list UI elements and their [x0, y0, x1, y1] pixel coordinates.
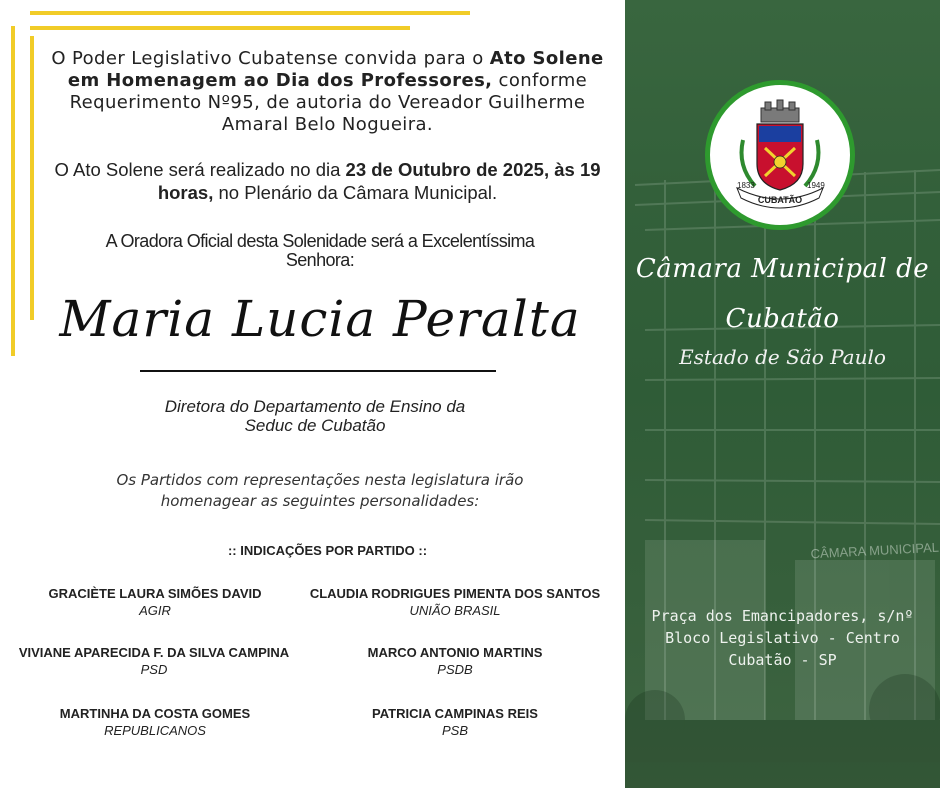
- yellow-deco-line: [30, 11, 470, 15]
- state-name: Estado de São Paulo: [679, 345, 886, 369]
- indication-name: GRACIÈTE LAURA SIMÕES DAVID: [48, 586, 262, 601]
- chamber-title: [625, 244, 940, 344]
- name-underline: [140, 370, 496, 372]
- seal-text: CUBATÃO: [757, 195, 803, 205]
- yellow-deco-line: [11, 26, 15, 356]
- role-line: Seduc de Cubatão: [244, 416, 386, 435]
- chamber-sidebar: [625, 0, 940, 788]
- parties-intro: [60, 470, 580, 512]
- cubatao-coat-of-arms-icon: [715, 90, 845, 220]
- honoree-role: [80, 397, 550, 435]
- schedule-text: O Ato Solene será realizado no dia: [54, 159, 346, 180]
- indication-item: [4, 645, 304, 679]
- yellow-deco-line: [30, 26, 410, 30]
- indication-item: [320, 706, 590, 740]
- address-line: Cubatão - SP: [728, 651, 837, 669]
- indication-name: MARTINHA DA COSTA GOMES: [59, 706, 251, 721]
- address-line: Bloco Legislativo - Centro: [665, 629, 900, 647]
- indications-heading: :: INDICAÇÕES POR PARTIDO ::: [227, 543, 428, 558]
- indication-party: UNIÃO BRASIL: [409, 603, 501, 618]
- chamber-title-line: Câmara Municipal de: [635, 254, 930, 284]
- indication-name: VIVIANE APARECIDA F. DA SILVA CAMPINA: [18, 645, 290, 660]
- indication-party: AGIR: [139, 603, 171, 618]
- event-title: Ato Solene em Homenagem ao Dia dos Professores,: [67, 48, 604, 91]
- building-sign: CÂMARA MUNICIPAL: [810, 539, 940, 562]
- indication-party: PSDB: [437, 662, 473, 677]
- indication-party: PSD: [140, 662, 168, 677]
- indication-party: PSB: [441, 723, 468, 738]
- indication-party: REPUBLICANOS: [104, 723, 206, 738]
- address-line: Praça dos Emancipadores, s/nº: [651, 607, 914, 625]
- role-line: Diretora do Departamento de Ensino da: [164, 397, 466, 416]
- invitation-text: O Poder Legislativo Cubatense convida para o: [51, 48, 490, 69]
- speaker-intro: A Oradora Oficial desta Solenidade será a Excelentíssima Senhora:: [105, 231, 535, 270]
- indication-item: [20, 706, 290, 740]
- indication-name: PATRICIA CAMPINAS REIS: [372, 706, 538, 721]
- chamber-title-line: Cubatão: [725, 304, 840, 334]
- indication-name: CLAUDIA RODRIGUES PIMENTA DOS SANTOS: [309, 586, 601, 601]
- seal-year: 1949: [807, 181, 825, 190]
- parties-intro-line: homenagear as seguintes personalidades:: [160, 492, 480, 510]
- address-block: [625, 605, 940, 671]
- schedule-paragraph: [40, 158, 615, 204]
- yellow-deco-line: [30, 36, 34, 320]
- parties-intro-line: Os Partidos com representações nesta legislatura irão: [116, 471, 524, 489]
- honoree-name: Maria Lucia Peralta: [59, 290, 581, 348]
- invitation-paragraph: [40, 48, 615, 136]
- indication-item: [320, 645, 590, 679]
- indication-item: [300, 586, 610, 620]
- seal-year: 1833: [737, 181, 755, 190]
- schedule-text: no Plenário da Câmara Municipal.: [213, 182, 498, 203]
- event-date-time: 23 de Outubro de 2025, às 19 horas,: [157, 159, 601, 203]
- indication-item: [20, 586, 290, 620]
- indication-name: MARCO ANTONIO MARTINS: [367, 645, 543, 660]
- invitation-text: conforme Requerimento Nº95, de autoria do Vereador Guilherme Amaral Belo Nogueira.: [69, 70, 588, 135]
